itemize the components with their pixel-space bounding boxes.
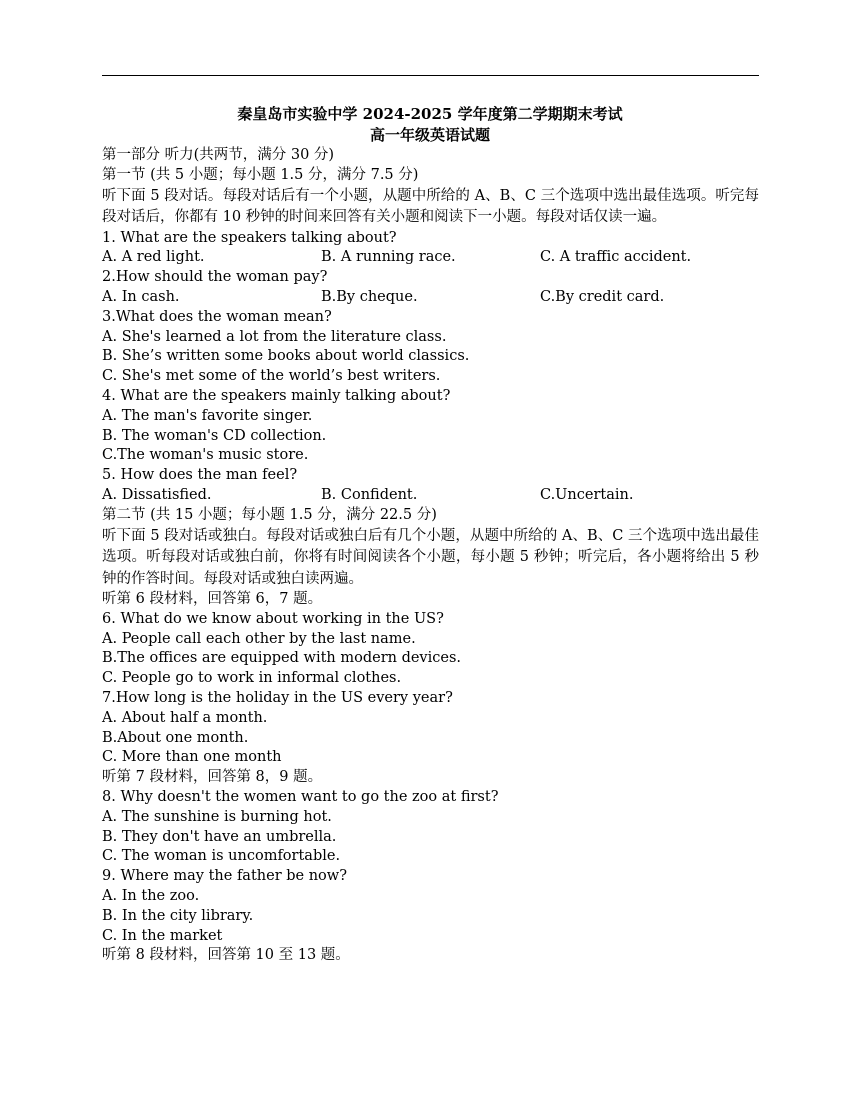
- option-a: A. About half a month.: [102, 709, 268, 726]
- option-c: C. People go to work in informal clothes.: [102, 670, 402, 687]
- option-c: C. She's met some of the world’s best writers.: [102, 368, 441, 385]
- option-a: A. Dissatisfied.: [102, 486, 212, 503]
- exam-subtitle: 高一年级英语试题: [369, 126, 490, 144]
- question-2-stem: 2.How should the woman pay?: [102, 269, 328, 286]
- option-a: A. In the zoo.: [102, 888, 200, 904]
- option-c: C.Uncertain.: [540, 486, 634, 503]
- question-1-options: [102, 248, 759, 268]
- part-heading: 第一部分 听力(共两节，满分 30 分): [102, 147, 335, 163]
- option-a: A. The man's favorite singer.: [102, 407, 313, 424]
- question-1-stem: 1. What are the speakers talking about?: [102, 229, 397, 246]
- section1-instructions: 听下面 5 段对话。每段对话后有一个小题，从题中所给的 A、B、C 三个选项中选出最佳选项。听完每段对话后，你都有 10 秒钟的时间来回答有关小题和阅读下一小题。每段对话仅读一遍。: [102, 187, 759, 226]
- header-rule: [102, 75, 759, 76]
- material-8-note: 听第 8 段材料，回答第 10 至 13 题。: [102, 947, 350, 964]
- option-c: C.By credit card.: [540, 288, 665, 305]
- section1-heading: 第一节 (共 5 小题；每小题 1.5 分，满分 7.5 分): [102, 166, 419, 183]
- section2-instructions: 听下面 5 段对话或独白。每段对话或独白后有几个小题，从题中所给的 A、B、C 三个选项中选出最佳选项。听每段对话或独白前，你将有时间阅读各个小题，每小题 5 秒钟；听完后，各小题将给出 5 秒钟的作答时间。每段对话或独白读两遍。: [102, 527, 759, 587]
- option-b: B. In the city library.: [102, 907, 254, 924]
- question-4-stem: 4. What are the speakers mainly talking about?: [102, 387, 451, 404]
- question-5-stem: 5. How does the man feel?: [102, 467, 298, 484]
- material-6-note: 听第 6 段材料，回答第 6，7 题。: [102, 591, 323, 608]
- option-b: B.About one month.: [102, 729, 249, 746]
- exam-title: 秦皇岛市实验中学 2024-2025 学年度第二学期期末考试: [237, 105, 623, 123]
- section2-heading: 第二节 (共 15 小题；每小题 1.5 分，满分 22.5 分): [102, 506, 437, 523]
- option-c: C.The woman's music store.: [102, 447, 309, 464]
- option-b: B. Confident.: [321, 486, 418, 503]
- question-7-stem: 7.How long is the holiday in the US every year?: [102, 690, 453, 707]
- option-a: A. People call each other by the last name.: [102, 630, 416, 647]
- option-b: B. A running race.: [321, 249, 456, 266]
- option-a: A. The sunshine is burning hot.: [102, 808, 332, 825]
- option-b: B.By cheque.: [321, 288, 418, 305]
- option-b: B. They don't have an umbrella.: [102, 828, 337, 845]
- option-a: A. In cash.: [102, 288, 180, 305]
- option-b: B. She’s written some books about world classics.: [102, 348, 470, 365]
- option-a: A. A red light.: [102, 249, 205, 266]
- question-8-stem: 8. Why doesn't the women want to go the zoo at first?: [102, 789, 499, 806]
- option-b: B. The woman's CD collection.: [102, 427, 327, 444]
- option-c: C. More than one month: [102, 749, 282, 766]
- option-c: C. A traffic accident.: [540, 249, 692, 266]
- question-9-stem: 9. Where may the father be now?: [102, 868, 347, 885]
- question-2-options: [102, 288, 759, 308]
- exam-content: [102, 146, 759, 966]
- material-7-note: 听第 7 段材料，回答第 8，9 题。: [102, 769, 323, 786]
- question-3-stem: 3.What does the woman mean?: [102, 308, 332, 325]
- question-6-stem: 6. What do we know about working in the US?: [102, 610, 444, 627]
- option-c: C. In the market: [102, 927, 223, 944]
- option-b: B.The offices are equipped with modern devices.: [102, 650, 462, 667]
- option-c: C. The woman is uncomfortable.: [102, 848, 341, 865]
- option-a: A. She's learned a lot from the literature class.: [102, 328, 447, 345]
- question-5-options: [102, 486, 759, 506]
